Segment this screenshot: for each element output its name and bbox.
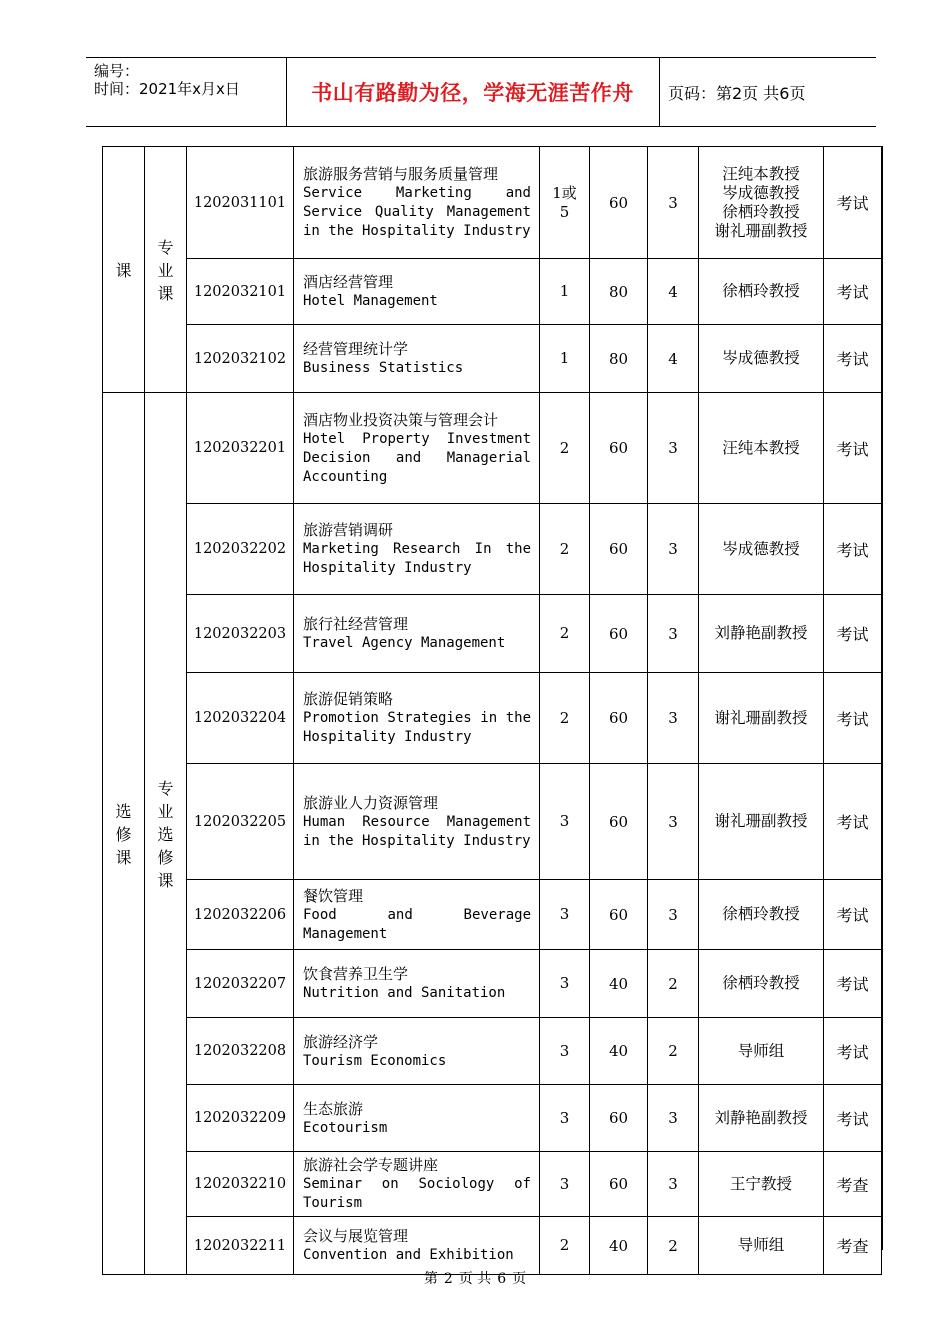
course-credits: 3 [648,595,699,673]
course-name [294,1152,540,1217]
course-teachers [699,950,824,1018]
teacher-name: 导师组 [737,1236,785,1254]
group-label-char: 业 [157,261,174,280]
page-header [86,57,876,127]
course-credits: 4 [648,259,699,325]
course-name-cn: 旅游服务营销与服务质量管理 [303,165,499,183]
group-label-char: 选 [157,825,174,844]
course-name-en: Seminar on Sociology of Tourism [303,1176,531,1211]
course-name-cn: 会议与展览管理 [303,1227,409,1245]
course-hours: 60 [590,147,648,259]
table-row [103,259,882,325]
course-semester [540,764,590,880]
course-exam-type: 考试 [824,1085,882,1152]
course-name [294,325,540,393]
group-label-char: 修 [115,825,132,844]
course-name-en: Service Marketing and Service Quality Management in the Hospitality Industry [303,185,531,239]
course-name-en: Nutrition and Sanitation [303,985,506,1001]
course-teachers [699,393,824,504]
course-semester [540,1018,590,1085]
course-exam-type: 考试 [824,393,882,504]
course-teachers [699,147,824,259]
course-credits: 3 [648,393,699,504]
table-row [103,1018,882,1085]
semester-line: 3 [559,905,570,923]
course-hours: 80 [590,325,648,393]
table-row [103,764,882,880]
table-row [103,880,882,950]
table-row [103,595,882,673]
teacher-name: 汪纯本教授 [722,438,800,457]
course-table-body [103,147,882,1275]
course-name-en: Convention and Exhibition [303,1247,514,1263]
course-name-cn: 旅游促销策略 [303,690,394,708]
course-name [294,880,540,950]
course-teachers [699,1152,824,1217]
course-name [294,504,540,595]
course-name-cn: 旅游经济学 [303,1032,379,1051]
footer-prefix: 第 [423,1271,438,1287]
page-footer [0,1268,950,1288]
course-code: 1202032204 [187,673,294,764]
course-code: 1202032206 [187,880,294,950]
course-name [294,595,540,673]
teacher-name: 刘静艳副教授 [714,1108,808,1127]
course-exam-type: 考试 [824,325,882,393]
group-label-char: 选 [115,802,132,821]
teacher-name: 汪纯本教授 [722,164,800,183]
course-name-cn: 旅游业人力资源管理 [303,793,439,812]
course-code: 1202032210 [187,1152,294,1217]
group-label-char: 专 [157,779,174,798]
course-credits: 3 [648,673,699,764]
page-info: 页码：第2页 共6页 [668,83,806,103]
teacher-name: 王宁教授 [729,1174,792,1193]
course-hours: 60 [590,764,648,880]
semester-line: 3 [559,812,570,830]
course-credits: 3 [648,147,699,259]
group-label-char: 课 [115,848,132,867]
group-label-char: 课 [157,284,174,303]
course-name-cn: 旅行社经营管理 [303,615,409,633]
course-exam-type: 考试 [824,950,882,1018]
course-exam-type: 考查 [824,1152,882,1217]
teacher-name: 谢礼珊副教授 [714,812,808,830]
semester-line: 5 [559,202,570,221]
teacher-name: 岑成德教授 [722,183,800,202]
course-hours: 80 [590,259,648,325]
footer-page: 2 [443,1271,453,1287]
semester-line: 3 [559,974,570,992]
course-semester [540,393,590,504]
course-exam-type: 考试 [824,880,882,950]
course-semester [540,325,590,393]
course-credits: 2 [648,1018,699,1085]
course-hours: 60 [590,673,648,764]
table-row [103,1085,882,1152]
course-teachers [699,595,824,673]
course-semester [540,504,590,595]
course-credits: 3 [648,1152,699,1217]
course-name-en: Hotel Property Investment Decision and Managerial Accounting [303,430,531,485]
teacher-name: 岑成德教授 [722,349,800,367]
course-hours: 60 [590,1152,648,1217]
footer-total: 6 [497,1271,507,1287]
semester-line: 2 [559,624,570,642]
course-credits: 2 [648,1217,699,1275]
course-name [294,1217,540,1275]
course-exam-type: 考查 [824,1217,882,1275]
course-credits: 4 [648,325,699,393]
course-name-cn: 旅游营销调研 [303,521,394,539]
course-semester [540,595,590,673]
semester-line: 2 [559,1236,570,1254]
course-semester [540,673,590,764]
course-semester [540,1217,590,1275]
course-credits: 3 [648,504,699,595]
table-row [103,673,882,764]
teacher-name: 导师组 [737,1041,785,1060]
course-teachers [699,504,824,595]
course-code: 1202032101 [187,259,294,325]
course-exam-type: 考试 [824,1018,882,1085]
course-table-wrapper [102,146,883,1263]
date-label: 时间：2021年x月x日 [94,80,240,98]
motto: 书山有路勤为径，学海无涯苦作舟 [311,81,634,105]
group-label-char: 业 [157,802,174,821]
course-semester [540,880,590,950]
teacher-name: 徐栖玲教授 [722,974,800,992]
group-elective-specialty-chars [145,776,186,891]
course-credits: 3 [648,764,699,880]
course-name [294,950,540,1018]
course-hours: 40 [590,950,648,1018]
course-name-cn: 旅游社会学专题讲座 [303,1156,439,1174]
course-teachers [699,1217,824,1275]
course-hours: 40 [590,1018,648,1085]
number-label: 编号： [94,62,140,80]
course-name-cn: 饮食营养卫生学 [303,965,409,983]
course-teachers [699,325,824,393]
group-label-char: 课 [157,871,174,890]
course-semester [540,1085,590,1152]
teacher-name: 刘静艳副教授 [714,624,808,642]
course-name [294,1085,540,1152]
course-name-en: Ecotourism [303,1119,388,1136]
teacher-name: 岑成德教授 [722,539,800,558]
semester-line: 2 [559,438,570,457]
course-name-cn: 酒店物业投资决策与管理会计 [303,410,499,429]
course-name [294,393,540,504]
semester-line: 2 [559,539,570,558]
course-code: 1202032211 [187,1217,294,1275]
header-divider [659,58,660,126]
group-outer-elective-chars [103,799,144,868]
group-required-specialty-chars [145,235,186,304]
semester-line: 3 [559,1041,570,1060]
course-exam-type: 考试 [824,504,882,595]
course-code: 1202032208 [187,1018,294,1085]
course-teachers [699,259,824,325]
course-name [294,147,540,259]
course-teachers [699,673,824,764]
course-name-en: Hotel Management [303,293,438,309]
teacher-name: 徐栖玲教授 [722,905,800,923]
course-name [294,673,540,764]
course-name-en: Food and Beverage Management [303,906,531,942]
semester-line: 3 [559,1174,570,1193]
course-name-en: Human Resource Management in the Hospitality Industry [303,813,531,849]
course-semester [540,147,590,259]
course-name-cn: 生态旅游 [303,1099,364,1118]
course-table [102,146,882,1275]
course-name-en: Tourism Economics [303,1052,447,1069]
course-teachers [699,764,824,880]
teacher-name: 谢礼珊副教授 [714,221,808,240]
course-code: 1202032202 [187,504,294,595]
group-label-char: 修 [157,848,174,867]
semester-line: 1 [559,349,570,367]
table-row [103,1152,882,1217]
course-name-cn: 经营管理统计学 [303,340,409,358]
group-outer-elective [103,393,145,1275]
course-code: 1202032205 [187,764,294,880]
course-hours: 40 [590,1217,648,1275]
semester-line: 2 [559,708,570,727]
course-exam-type: 考试 [824,595,882,673]
semester-line: 1 [559,282,570,300]
semester-line: 3 [559,1108,570,1127]
course-hours: 60 [590,393,648,504]
course-name [294,764,540,880]
course-code: 1202032209 [187,1085,294,1152]
course-hours: 60 [590,595,648,673]
table-row [103,393,882,504]
header-meta [94,62,240,98]
course-hours: 60 [590,504,648,595]
course-teachers [699,880,824,950]
course-semester [540,950,590,1018]
teacher-name: 徐栖玲教授 [722,282,800,300]
course-exam-type: 考试 [824,259,882,325]
table-row [103,950,882,1018]
semester-line: 1或 [552,183,577,202]
course-name-en: Business Statistics [303,360,464,376]
table-row [103,147,882,259]
course-credits: 3 [648,1085,699,1152]
course-semester [540,1152,590,1217]
course-code: 1202031101 [187,147,294,259]
footer-mid: 页 共 [458,1271,492,1287]
course-name [294,259,540,325]
course-name-cn: 餐饮管理 [303,886,364,905]
course-teachers [699,1018,824,1085]
course-code: 1202032203 [187,595,294,673]
course-name-en: Marketing Research In the Hospitality Industry [303,541,531,576]
course-code: 1202032102 [187,325,294,393]
table-row [103,1217,882,1275]
table-row [103,504,882,595]
footer-suffix: 页 [512,1271,527,1287]
teacher-name: 谢礼珊副教授 [714,708,808,727]
course-hours: 60 [590,1085,648,1152]
course-name-en: Promotion Strategies in the Hospitality Industry [303,710,531,745]
course-semester [540,259,590,325]
group-required-specialty [145,147,187,393]
course-exam-type: 考试 [824,764,882,880]
course-code: 1202032207 [187,950,294,1018]
course-exam-type: 考试 [824,147,882,259]
group-elective-specialty [145,393,187,1275]
course-name-en: Travel Agency Management [303,635,506,651]
group-label-char: 专 [157,238,174,257]
teacher-name: 徐栖玲教授 [722,202,800,221]
course-name-cn: 酒店经营管理 [303,273,394,291]
course-credits: 3 [648,880,699,950]
course-name [294,1018,540,1085]
course-exam-type: 考试 [824,673,882,764]
course-hours: 60 [590,880,648,950]
course-credits: 2 [648,950,699,1018]
course-teachers [699,1085,824,1152]
course-code: 1202032201 [187,393,294,504]
group-outer-required: 课 [103,147,145,393]
table-row [103,325,882,393]
